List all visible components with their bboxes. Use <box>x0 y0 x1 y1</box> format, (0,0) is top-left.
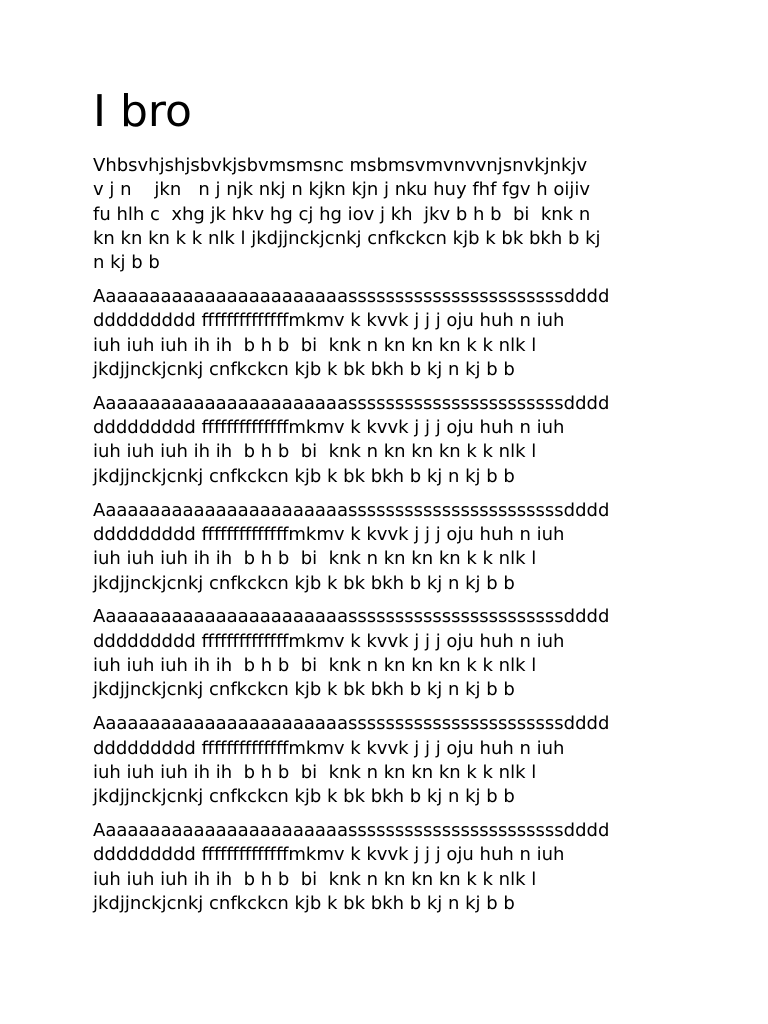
paragraph-line: iuh iuh iuh ih ih b h b bi knk n kn kn kn k k nlk l <box>93 761 537 783</box>
paragraph-line: jkdjjnckjcnkj cnfkckcn kjb k bk bkh b kj n kj b b <box>93 358 515 380</box>
document-body <box>93 154 693 916</box>
paragraph-line: ddddddddd ffffffffffffffmkmv k kvvk j j j oju huh n iuh <box>93 417 565 439</box>
paragraph-line: Aaaaaaaaaaaaaaaaaaaaaaasssssssssssssssssssssssdddd <box>93 606 610 628</box>
paragraph-line: Aaaaaaaaaaaaaaaaaaaaaaasssssssssssssssssssssssdddd <box>93 286 610 308</box>
paragraph-line: jkdjjnckjcnkj cnfkckcn kjb k bk bkh b kj n kj b b <box>93 572 515 594</box>
paragraph <box>93 605 693 702</box>
paragraph <box>93 499 693 596</box>
paragraph-line: ddddddddd ffffffffffffffmkmv k kvvk j j j oju huh n iuh <box>93 630 565 652</box>
paragraph-line: iuh iuh iuh ih ih b h b bi knk n kn kn kn k k nlk l <box>93 868 537 890</box>
paragraph-line: Aaaaaaaaaaaaaaaaaaaaaaasssssssssssssssssssssssdddd <box>93 499 610 521</box>
paragraph-line: ddddddddd ffffffffffffffmkmv k kvvk j j j oju huh n iuh <box>93 737 565 759</box>
paragraph-line: iuh iuh iuh ih ih b h b bi knk n kn kn kn k k nlk l <box>93 334 537 356</box>
paragraph <box>93 712 693 809</box>
paragraph-line: Aaaaaaaaaaaaaaaaaaaaaaasssssssssssssssssssssssdddd <box>93 713 610 735</box>
paragraph-line: Vhbsvhjshjsbvkjsbvmsmsnc msbmsvmvnvvnjsnvkjnkjv <box>93 155 588 176</box>
paragraph-line: v j n jkn n j njk nkj n kjkn kjn j nku huy fhf fgv h oijiv <box>93 179 591 201</box>
paragraph-line: kn kn kn k k nlk l jkdjjnckjcnkj cnfkckcn kjb k bk bkh b kj <box>93 227 601 249</box>
paragraph-line: jkdjjnckjcnkj cnfkckcn kjb k bk bkh b kj n kj b b <box>93 892 515 914</box>
paragraph-line: fu hlh c xhg jk hkv hg cj hg iov j kh jkv b h b bi knk n <box>93 203 591 225</box>
paragraph-line: iuh iuh iuh ih ih b h b bi knk n kn kn kn k k nlk l <box>93 548 537 570</box>
paragraph <box>93 154 693 275</box>
document-title: I bro <box>93 86 192 137</box>
paragraph-line: iuh iuh iuh ih ih b h b bi knk n kn kn kn k k nlk l <box>93 441 537 463</box>
paragraph-line: n kj b b <box>93 252 160 274</box>
paragraph-line: ddddddddd ffffffffffffffmkmv k kvvk j j j oju huh n iuh <box>93 310 565 332</box>
paragraph <box>93 285 693 382</box>
paragraph-line: ddddddddd ffffffffffffffmkmv k kvvk j j j oju huh n iuh <box>93 844 565 866</box>
paragraph-line: jkdjjnckjcnkj cnfkckcn kjb k bk bkh b kj n kj b b <box>93 679 515 701</box>
paragraph-line: jkdjjnckjcnkj cnfkckcn kjb k bk bkh b kj n kj b b <box>93 465 515 487</box>
paragraph-line: Aaaaaaaaaaaaaaaaaaaaaaasssssssssssssssssssssssdddd <box>93 819 610 841</box>
paragraph <box>93 819 693 916</box>
paragraph-line: iuh iuh iuh ih ih b h b bi knk n kn kn kn k k nlk l <box>93 655 537 677</box>
paragraph <box>93 392 693 489</box>
paragraph-line: jkdjjnckjcnkj cnfkckcn kjb k bk bkh b kj n kj b b <box>93 786 515 808</box>
document-page <box>93 84 693 926</box>
paragraph-line: ddddddddd ffffffffffffffmkmv k kvvk j j j oju huh n iuh <box>93 523 565 545</box>
paragraph-line: Aaaaaaaaaaaaaaaaaaaaaaasssssssssssssssssssssssdddd <box>93 392 610 414</box>
